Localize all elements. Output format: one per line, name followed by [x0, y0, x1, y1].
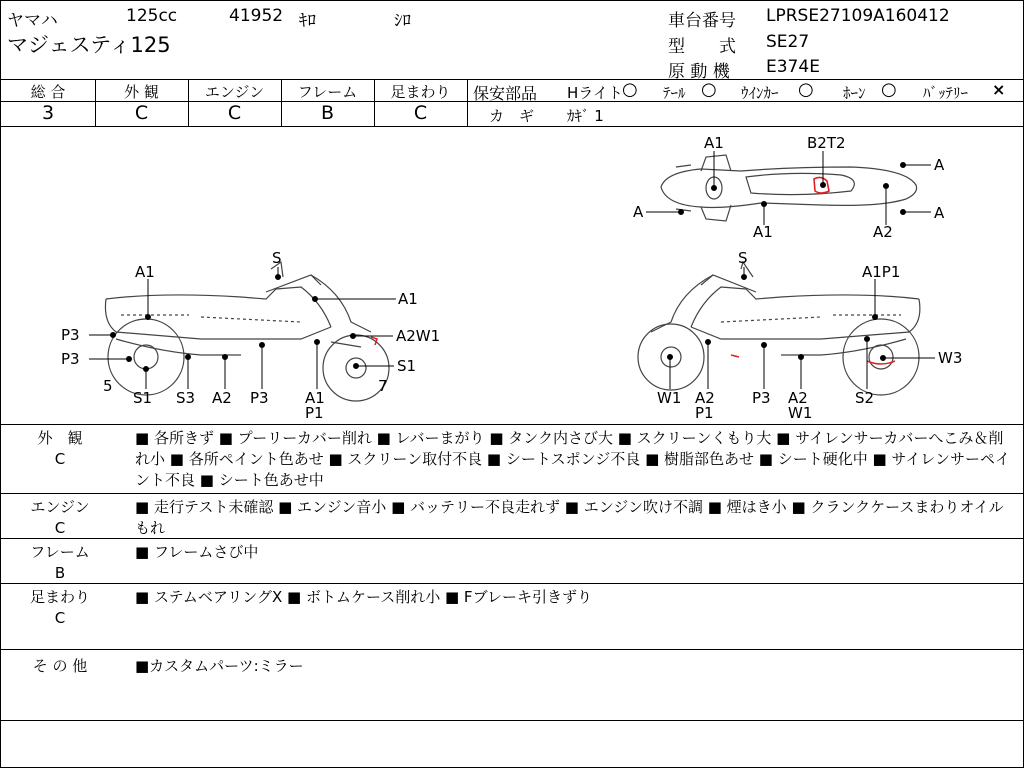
damage-diagram — [1, 127, 1023, 425]
mileage-unit: ｷﾛ — [299, 11, 316, 31]
engine-model-label: 原 動 機 — [668, 62, 730, 82]
scooter-top-view — [661, 155, 917, 221]
section-suspension-text: ■ ステムベアリングX ■ ボトムケース削れ小 ■ Fブレーキ引きずり — [135, 588, 592, 606]
section-engine-text: ■ 走行テスト未確認 ■ エンジン音小 ■ バッテリー不良走れず ■ エンジン吹け不調 ■ 煙はき小 ■ クランクケースまわりオイルもれ — [135, 498, 1004, 537]
diagram-right-label: A1P1 — [862, 263, 901, 281]
key-label: カ ギ — [489, 107, 535, 125]
headlight-label: Hライト — [567, 84, 623, 102]
frame-number: LPRSE27109A160412 — [766, 6, 950, 26]
diagram-left-label: S1 — [397, 357, 417, 375]
mileage: 41952 — [229, 6, 284, 26]
diagram-left-label: A1 — [135, 263, 155, 281]
diagram-right-label: P3 — [752, 389, 771, 407]
headlight-mark: ○ — [622, 79, 638, 100]
frame-number-label: 車台番号 — [668, 11, 736, 31]
section-engine-grade: C — [54, 519, 66, 537]
diagram-left-label: P3 — [61, 326, 80, 344]
type-label: 型 式 — [668, 37, 736, 57]
diagram-right-label: W1 — [788, 404, 813, 422]
diagram-left-label: A1 — [398, 290, 418, 308]
diagram-left-label: 5 — [103, 377, 113, 395]
body-color: ｼﾛ — [394, 11, 411, 31]
diagram-right-label: W3 — [938, 349, 963, 367]
diagram-left-label: A2 — [212, 389, 232, 407]
diagram-top-label: A — [934, 204, 945, 222]
taillight-mark: ○ — [701, 79, 717, 100]
diagram-top-label: A2 — [873, 223, 893, 241]
section-engine-label: エンジン — [30, 498, 90, 516]
diagram-left-label: S — [272, 249, 282, 267]
grade-frame-label: フレーム — [297, 83, 358, 101]
diagram-right-label: S2 — [855, 389, 875, 407]
horn-mark: ○ — [881, 79, 897, 100]
winker-label: ｳｲﾝｶｰ — [741, 84, 779, 102]
grade-frame-value: B — [320, 102, 335, 124]
diagram-top-label: B2T2 — [807, 134, 846, 152]
grade-suspension-value: C — [413, 102, 428, 124]
section-frame-text: ■ フレームさび中 — [135, 543, 259, 561]
diagram-left-label: S1 — [133, 389, 153, 407]
displacement: 125cc — [126, 6, 178, 26]
grade-engine-value: C — [227, 102, 242, 124]
battery-label: ﾊﾞｯﾃﾘｰ — [923, 84, 969, 102]
diagram-top-label: A1 — [704, 134, 724, 152]
grade-suspension-label: 足まわり — [390, 83, 451, 101]
diagram-right-label: A2 — [695, 389, 715, 407]
diagram-right-label: A2 — [788, 389, 808, 407]
section-other-label: そ の 他 — [32, 657, 88, 675]
diagram-top-label: A — [934, 156, 945, 174]
grade-total-value: 3 — [41, 102, 55, 124]
section-suspension-label: 足まわり — [29, 588, 90, 606]
type-value: SE27 — [766, 32, 810, 52]
diagram-top-label: A1 — [753, 223, 773, 241]
section-other-text: ■カスタムパーツ:ミラー — [135, 657, 304, 675]
horn-label: ﾎｰﾝ — [843, 84, 866, 102]
diagram-top-label: A — [633, 203, 644, 221]
diagram-right-label: P1 — [695, 404, 714, 422]
model-name: マジェスティ125 — [7, 33, 171, 57]
section-exterior-grade: C — [54, 450, 66, 468]
diagram-left-label: A2W1 — [396, 327, 441, 345]
diagram-left-label: 7 — [378, 377, 388, 395]
scooter-right-view — [638, 262, 920, 395]
section-exterior-label: 外 観 — [37, 429, 83, 447]
section-exterior-text: ■ 各所きず ■ プーリーカバー削れ ■ レバーまがり ■ タンク内さび大 ■ スクリーンくもり大 ■ サイレンサーカバーへこみ＆削れ小 ■ 各所ペイント色あせ ■ スクリーン取付不良 ■ シートスポンジ不良 ■ 樹脂部色あせ ■ シート硬化中 ■ サイレンサーペイント不良 ■ シート色あせ中 — [135, 429, 1011, 489]
diagram-right-label: W1 — [657, 389, 682, 407]
grade-exterior-value: C — [134, 102, 149, 124]
key-value: ｶｷﾞ 1 — [567, 107, 604, 125]
taillight-label: ﾃｰﾙ — [663, 84, 686, 102]
section-frame-label: フレーム — [30, 543, 90, 561]
diagram-left-label: P3 — [250, 389, 269, 407]
battery-mark: × — [992, 80, 1006, 99]
engine-model-value: E374E — [766, 57, 820, 77]
winker-mark: ○ — [798, 79, 814, 100]
grade-total-label: 総 合 — [30, 83, 66, 101]
section-frame-grade: B — [54, 564, 66, 582]
grade-exterior-label: 外 観 — [124, 83, 159, 101]
maker: ヤマハ — [7, 11, 58, 31]
diagram-left-label: P1 — [305, 404, 324, 422]
safety-title: 保安部品 — [473, 84, 538, 103]
section-suspension-grade: C — [54, 609, 66, 627]
diagram-right-label: S — [738, 249, 748, 267]
grade-engine-label: エンジン — [204, 83, 265, 101]
diagram-left-label: A1 — [305, 389, 325, 407]
diagram-left-label: P3 — [61, 350, 80, 368]
diagram-left-label: S3 — [176, 389, 196, 407]
